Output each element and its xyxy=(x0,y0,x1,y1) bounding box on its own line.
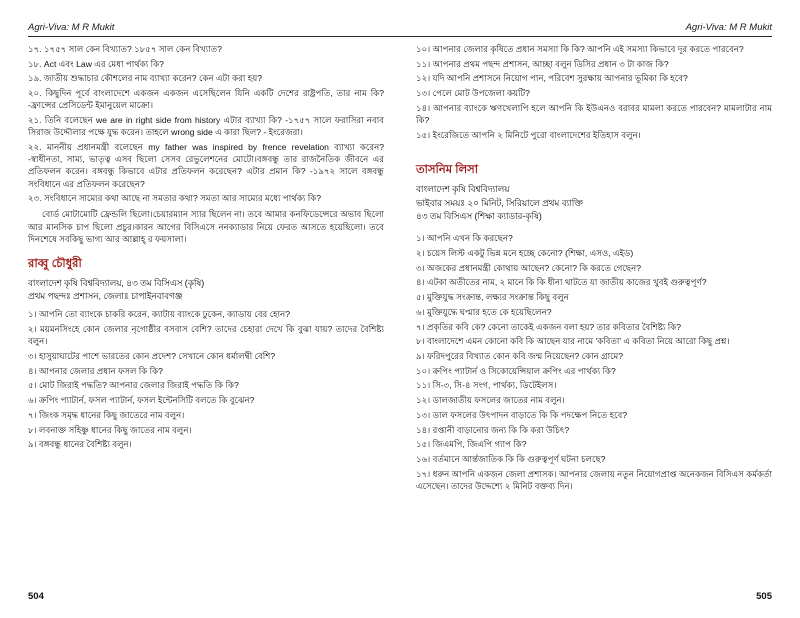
question-item: ১। আপনি এখন কি করছেন? xyxy=(416,233,513,244)
left-section-heading xyxy=(28,255,384,303)
page-header xyxy=(28,22,772,36)
page-number-left: 504 xyxy=(28,591,44,602)
question-item: ১৫। জিএমপি, জিএপি গ্যাপ কি? xyxy=(416,439,527,450)
header-rule xyxy=(28,36,772,37)
section-subtitle-university: বাংলাদেশ কৃষি বিশ্ববিদ্যালয়, ৪৩ তম বিসিএস (কৃষি) xyxy=(28,277,205,288)
question-item: ৮। লবনাক্ত সহিষ্ণু ধানের কিছু জাতের নাম বলুন। xyxy=(28,424,192,435)
question-item: ৭। প্রকৃতির কবি কে? কেনো তাকেই একজন বলা হয়? তার কবিতার বৈশিষ্ট্য কি? xyxy=(416,321,682,332)
question-item: ১৫। ইংরেজিতে আপনি ২ মিনিটে পুরো বাংলাদেশের ইতিহাস বলুন। xyxy=(416,129,641,140)
question-item: ১। আপনি তো ব্যাংকে চাকরি করেন, ক্যাটায় ব্যাংকে ঢুকেন, ক্যাডায় বের হোন? xyxy=(28,309,291,320)
right-questions-bottom xyxy=(416,232,772,492)
question-item: ১৩। ডাল ফসলের উৎপাদন বাড়াতে কি কি পদক্ষেপ নিতে হবে? xyxy=(416,409,628,420)
question-item: ৭। জিংক সমৃদ্ধ ধানের কিছু জাতেরে নাম বলুন। xyxy=(28,409,185,420)
question-item: ১২। যদি আপনি প্রশাসনে নিয়োগ পান, পরিবেশ সুরক্ষায় আপনার ভূমিকা কি হবে? xyxy=(416,73,688,84)
question-item: ১৩। পেলে মোট উপজেলা কয়টি? xyxy=(416,88,530,99)
question-item: ৯। ফরিদপুরের বিখ্যাত কোন কবি জন্ম নিয়েছেন? কোন গ্রামে? xyxy=(416,350,624,361)
question-item: ২২. মাননীয় প্রধানমন্ত্রী বলেছেন my father was inspired by frence revelation ব্যাখ্যা করেন? -স্বাধীনতা, সাম্য, ভাতৃত্ব এসব ছিলো সেসব রেভুলেশনের মোটো।বঙ্গবন্ধু তার রাজনৈতিক জীবনে এর প্রতিফলন করেন। বঙ্গবন্ধু কিভাবে এটার প্রতিফলন করেছেন? এটার প্রমান কি? -১৯৭২ সালে বঙ্গবন্ধু সংবিধানে এর প্রতিফলন করেছেন? xyxy=(28,141,384,189)
section-subtitle-bcs: ৪৩ তম বিসিএস (শিক্ষা ক্যাডার-কৃষি) xyxy=(416,211,542,222)
question-item: ৯। বঙ্গবন্ধু ধানের বৈশিষ্ট্য বলুন। xyxy=(28,439,132,450)
question-item: ৬। ক্রপিং প্যাটার্ন, ফসল প্যাটার্ন, ফসল ইন্টেনসিটি বলতে কি বুঝেন? xyxy=(28,395,255,406)
header-right-title: Agri-Viva: M R Mukit xyxy=(685,22,772,33)
left-column xyxy=(28,43,400,583)
right-section-heading xyxy=(416,161,772,222)
question-item: ৩। অজকের প্রধানমন্ত্রী কোথায় আছেন? কেনো? কি করতে গেছেন? xyxy=(416,262,641,273)
left-questions-bottom xyxy=(28,308,384,450)
question-item: ৫। মুক্তিযুদ্ধ সংক্রান্ত, লক্ষ্যর সংক্রান্ত কিছু বলুন xyxy=(416,292,569,303)
header-left-title: Agri-Viva: M R Mukit xyxy=(28,22,115,33)
question-item: ২। ময়মনসিংহে কোন জেলার নৃগোষ্ঠীর বসবাস বেশি? তাদের চেহারা দেখে কি বুঝা যায়? তাদের বৈশিষ্ট্য বলুন। xyxy=(28,324,384,347)
section-subtitle-choice: প্রথম পছন্দঃ প্রশাসন, জেলাঃ চাপাইনবাবগঞ্জ xyxy=(28,291,183,302)
question-item: ১৮. Act এবং Law এর মেধা পার্থক্য কি? xyxy=(28,58,164,69)
two-column-layout xyxy=(28,43,772,583)
page-content xyxy=(28,22,772,600)
question-item: ২। চয়েস লিস্ট একটু ভিন্ন মনে হচ্ছে কেনো? (শিক্ষা, এসও, এইড) xyxy=(416,248,634,259)
section-subtitle-university: বাংলাদেশ কৃষি বিশ্ববিদ্যালয় xyxy=(416,184,510,195)
question-item: ২১. তিনি বলেছেন we are in right side from history এটার ব্যাখ্যা কি? -১৭৫৭ সালে ফরাসিরা নবাব সিরাজ উদ্দৌলার পক্ষে যুদ্ধ করেন। তাহলে wrong side এ কারা ছিল? - ইংরেজরা। xyxy=(28,115,384,138)
page-number-right: 505 xyxy=(756,591,772,602)
question-item: ২৩. সংবিধানে সাম্যের কথা আছে না সমতার কথা? সমতা আর সাম্যের মধ্যে পার্থক্য কি? xyxy=(28,193,321,204)
question-item: ১৭. ১৭৫৭ সাল কেন বিখ্যাত? ১৮৫৭ সাল কেন বিখ্যাত? xyxy=(28,44,222,54)
question-item: ৬। মুক্তিযুদ্ধে ঘপ্মার হতে কে হয়েছিলেন? xyxy=(416,306,552,317)
question-item: ৫। মোট জিরাই পদ্ধতি? আপনার জেলার জিরাই পদ্ধতি কি কি? xyxy=(28,380,239,391)
question-item: ১০। ক্রপিং প্যাটার্ন ও সিকোয়েন্সিয়াল ক্রপিং এর পার্থক্য কি? xyxy=(416,365,616,376)
right-questions-top xyxy=(416,43,772,141)
left-paragraph: বোর্ড মোটামোটি ফ্রেন্ডলি ছিলো।চেয়ারম্যান স্যার ছিলেন না। তবে আমার কনফিডেন্সেরে অভাব ছিলো আর মানসিক চাপ ছিলো প্রচুর।কারন আগের বিসিএসে ননক্যাডার নিয়ে ফেরত আসতে হয়েছিলো। তবে দিনশেষে সবকিছু ভাগ্য আর আল্লাহ্‌ র ফয়সালা। xyxy=(28,209,384,245)
question-item: ১০। আপনার জেলার কৃষিতে প্রধান সমস্যা কি কি? আপনি এই সমস্যা কিভাবে দূর করতে পারবেন? xyxy=(416,44,744,54)
section-title: তাসনিম লিসা xyxy=(416,164,479,177)
question-item: ৪। এটকা অতীতের নাম, ২ মানে কি কি ধীনা থাটতে যা জাতীয় কাজের খুবই গুরুত্বপূর্ণ? xyxy=(416,277,707,288)
question-item: ১১। সি-৩, সি-৪ সংগ, পার্থক্য, ডিটেইলস। xyxy=(416,380,557,391)
right-column xyxy=(400,43,772,583)
section-subtitle-time: ভাইবার সময়ঃ ২০ মিনিট, সিরিয়ালে প্রথম ব্যাক্তি xyxy=(416,197,583,208)
question-item: ৪। আপনার জেলার প্রধান ফসল কি কি? xyxy=(28,365,163,376)
question-item: ২০. কিছুদিন পূর্বে বাংলাদেশে একজন একজন এসেছিলেন যিনি একটি দেশের রাষ্ট্রপতি, তার নাম কি? -ফ্রান্সের প্রেসিডেন্ট ইমানুয়েল মাক্রো। xyxy=(28,88,384,111)
question-item: ১৬। বর্তমানে আর্ন্তজাতিক কি কি গুরুত্বপূর্ণ ঘটনা চলছে? xyxy=(416,453,606,464)
left-questions-top xyxy=(28,43,384,204)
question-item: ৩। হাসুয়াঘাটের পাশে ভারতের কোন প্রদেশ? সেখানে কোন ধর্মালম্বী বেশি? xyxy=(28,351,276,362)
question-item: ১৯. জাতীয় শুদ্ধাচার কৌশলের নাম ব্যাখ্যা করেন? কেন এটা করা হয়? xyxy=(28,73,263,84)
question-item: ১৪। আপনার ব্যাংকে ঋণখেলাপি হলে আপনি কি ইউএনও বরাবর মামলা করতে পারবেন? মামলাটার নাম কি? xyxy=(416,102,772,126)
question-item: ১৪। রপ্তানী বাড়ানোর জন্য কি কি করা উচিৎ? xyxy=(416,424,570,435)
question-item: ১২। ডালজাতীয় ফসলের জাতের নাম বলুন। xyxy=(416,395,565,406)
section-title: রাব্বু চৌধুরী xyxy=(28,257,82,270)
question-item: ১৭। ধরুন আপনি একজন জেলা প্রশাসক। আপনার জেলায় নতুন নিয়োগপ্রাপ্ত অনেকজন বিসিএস কর্মকর্তা এসেছেন। তাদের উদ্দেশ্যে ২ মিনিট বক্তব্য দিন। xyxy=(416,468,772,491)
question-item: ৮। বাংলাদেশে এমন কোনো কবি কি আছেন যার নামে 'কবিতা' এ কবিতা নিয়ে আরো কিছু প্রশ্ন। xyxy=(416,336,730,347)
question-item: ১১। আপনার প্রথম পছন্দ প্রশাসন, আচ্ছা বলুন ডিসির প্রধান ৩ টা কাজ কি? xyxy=(416,58,669,69)
